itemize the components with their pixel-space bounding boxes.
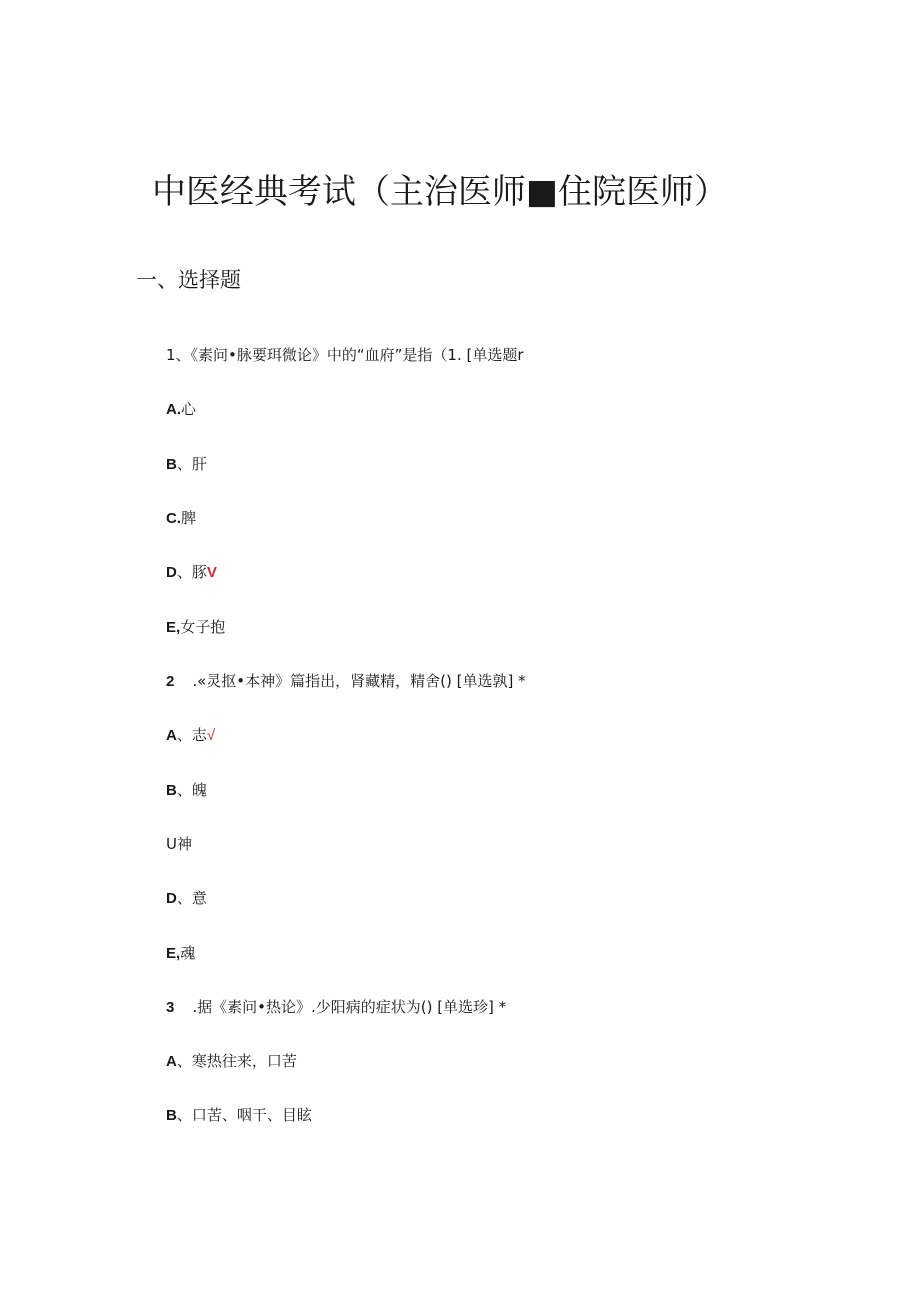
option-label: B bbox=[166, 1107, 177, 1124]
option-label: A bbox=[166, 1053, 177, 1070]
option-text: 、志 bbox=[176, 726, 207, 744]
option-text: 、寒热往来，口苦 bbox=[176, 1052, 297, 1070]
option-label: A. bbox=[166, 401, 181, 418]
option-text: 、意 bbox=[176, 889, 207, 907]
question-1-option-d bbox=[166, 562, 217, 583]
option-label: B bbox=[166, 782, 177, 799]
option-text: 、豚 bbox=[176, 563, 207, 581]
option-label: D bbox=[166, 890, 177, 907]
question-1-option-e bbox=[166, 617, 225, 638]
question-2-option-c bbox=[166, 834, 192, 854]
option-text: 、肝 bbox=[176, 455, 207, 473]
option-text: 魂 bbox=[180, 944, 196, 962]
question-2-option-a bbox=[166, 725, 215, 746]
question-3-option-b bbox=[166, 1105, 312, 1126]
question-2-stem bbox=[166, 671, 526, 692]
question-1-stem: 1、《素问•脉要珥微论》中的“血府”是指（1. [单选题r bbox=[166, 346, 524, 364]
document-title: 中医经典考试（主治医师■住院医师） bbox=[151, 172, 729, 212]
correct-answer-mark: V bbox=[206, 564, 217, 581]
question-text: .据《素问•热论》.少阳病的症状为() [单选珍] * bbox=[192, 998, 507, 1016]
option-text: 、魄 bbox=[176, 781, 207, 799]
option-text: 神 bbox=[176, 835, 192, 853]
question-1-option-c bbox=[166, 508, 196, 529]
question-2-option-e bbox=[166, 943, 195, 964]
question-3-stem bbox=[166, 997, 506, 1018]
question-number: 3 bbox=[166, 999, 175, 1016]
option-label: E, bbox=[166, 619, 181, 636]
option-label: A bbox=[166, 727, 177, 744]
question-1-option-a bbox=[166, 399, 196, 420]
option-text: 女子抱 bbox=[180, 618, 226, 636]
question-3-option-a bbox=[166, 1051, 297, 1072]
question-number: 2 bbox=[166, 673, 175, 690]
option-label: D bbox=[166, 564, 177, 581]
question-2-option-b bbox=[166, 780, 207, 801]
section-heading: 一、选择题 bbox=[136, 268, 241, 292]
question-text: .«灵抠•本神》篇指出，肾藏精，精舍() [单选孰] * bbox=[192, 672, 526, 690]
option-label: E, bbox=[166, 945, 181, 962]
question-2-option-d bbox=[166, 888, 207, 909]
option-text: 、口苦、咽干、目眩 bbox=[176, 1106, 312, 1124]
option-label: U bbox=[166, 835, 177, 853]
option-text: 脾 bbox=[181, 509, 197, 527]
option-label: C. bbox=[166, 510, 181, 527]
option-text: 心 bbox=[181, 400, 197, 418]
correct-answer-mark: √ bbox=[206, 727, 216, 744]
question-1-option-b bbox=[166, 454, 207, 475]
option-label: B bbox=[166, 456, 177, 473]
